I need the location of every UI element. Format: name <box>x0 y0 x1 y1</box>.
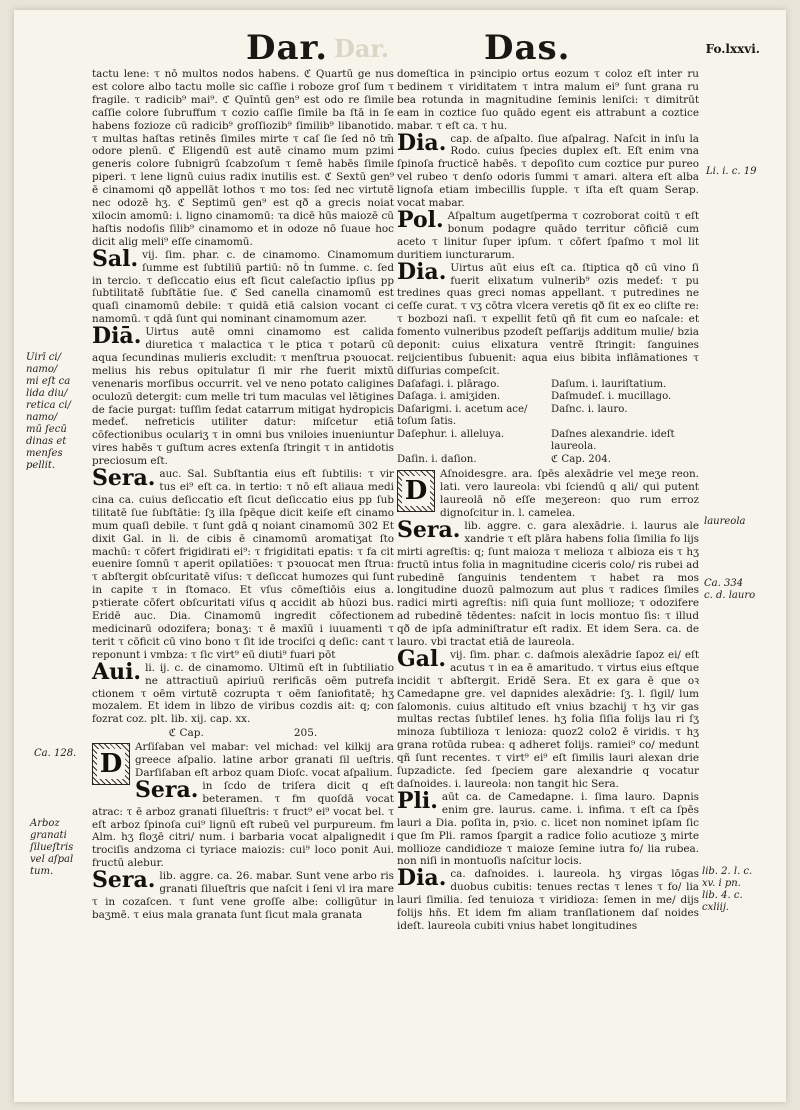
synonym-item: Daſarigmi. i. acetum ace/ toſum ſatis. <box>397 403 528 428</box>
chapter-opening-text: Arſiſaban vel mabar: vel michad: vel kilkij ara greece aſpalio. latine arbor granati ſil ueſtris. Darſiſaban eſt arboz quam Dioſc. vocat aſpalium. <box>135 741 394 779</box>
entry-block <box>92 465 394 662</box>
margin-note-book-ref <box>706 166 756 178</box>
margin-note-line: cxliij. <box>702 902 730 913</box>
entry-author-abbrev: Aui. <box>92 658 142 685</box>
entry-block <box>92 867 394 922</box>
entry-text: Uirtus aūt eius eſt ca. ſtiptica qð cū vino ſi fuerit elixatum vulnerib⁹ ozis medeť: τ pu tredines quas greci nomas appellant. τ putredines ne ceſſe curat. τ vʒ cōtra vlcera veretis qð ſit ex eo cliſte re: τ bozbozi naſi. τ expellit fetū qñ fit cum eo naſcale: et fomento vulneribus pzodeſt peſſarijs additum mulie/ bzia deponit: cuius elixatura ventrē ſtringit: ſanguines reijcientibus ſubuenit: aqua eius bibita inflāmationes τ diſſurias compeſcit. <box>397 261 699 377</box>
margin-note-line: mū ſecū <box>26 424 67 435</box>
entry-text: aūt ca. de Camedapne. i. ſima lauro. Dapnis enim gre. laurus. came. i. infima. τ eſt ca ſpēs lauri a Dia. poſita in, pꝛio. c. licet non nominet ipſam ſic que ſm Pli. ramos ſpargit a radice folio acutioze ʒ mirte mollioze candidioze τ maioze ſemine iutra fo/ lia rubea. non niſi in montuoſis naſcitur locis. <box>397 790 699 868</box>
show-through-header: Dar. <box>334 34 390 63</box>
margin-note-line: namo/ <box>26 412 58 423</box>
synonym-item: ℭ Cap. 204. <box>551 453 611 465</box>
drop-capital-letter: D <box>97 749 126 779</box>
entry-text: lib. aggre. c. gara alexādrie. i. laurus ale xandrie τ eſt plāra habens folia ſimilia fo lijs mirti agreſtis: q; ſunt maioza τ melioza τ albioza eis τ hʒ fructū intus folia in magnitudine ciceris colo/ ris rubei ad rubedinē ſanguinis tendentem τ habet ra mos longitudine duozū palmozum aut plus τ radices ſimiles radici mirti agreſtis: niſi quia ſunt mollioze; τ odozifere ad rubedinē tēdentes: naſcit in locis montuo ſis: τ illud qð de ipſa adminiſtratur eſt radix. Et idem Sera. ca. de lauro. vbi tractat etiā de laureola. <box>397 519 699 649</box>
margin-note-laureola <box>704 516 745 528</box>
chapter-number: 205. <box>293 727 318 740</box>
margin-note-cinnamon <box>26 352 71 472</box>
entry-block <box>397 787 699 868</box>
chapter-opening <box>92 741 394 780</box>
entry-text: ca. daſnoides. i. laureola. hʒ virgas lōgas duobus cubitis: tenues rectas τ lenes τ fo/ lia lauri ſimilia. ſed tenuioza τ viridioza: ſemen in me/ dijs folijs hñs. Et idem fm aliam tranſlationem daſ noides ideſt. laureola cubiti vnius habet longitudines <box>397 868 699 932</box>
chapter-label: ℭ Cap. <box>168 727 204 740</box>
synonym-item: Daſafagi. i. plārago. <box>397 378 500 390</box>
margin-note-line: dinas et <box>26 436 67 447</box>
entry-block <box>397 206 699 262</box>
entry-author-abbrev: Sera. <box>92 465 156 492</box>
entry-block <box>397 865 699 933</box>
synonym-item: Daſum. i. lauriſtatium. <box>551 378 667 390</box>
chapter-opening-text: Aſnoidesgre. ara. ſpēs alexādrie vel meʒe reon. lati. vero laureola: vbi ſciendū q ali/ qui putent laureolā nō eſſe meʒereon: quo rum erroz dignoſcitur in. l. camelea. <box>440 468 699 519</box>
margin-note-line: ſilueſtris <box>30 842 74 853</box>
margin-note-line: Li. i. c. 19 <box>706 166 757 177</box>
entry-block <box>397 516 699 649</box>
book-page <box>14 10 786 1102</box>
entry-block <box>92 245 394 326</box>
synonym-item: Daſnc. i. lauro. <box>551 403 628 415</box>
synonym-list <box>397 379 699 467</box>
margin-note-line: laureola <box>704 516 746 527</box>
entry-author-abbrev: Dia. <box>397 258 447 285</box>
entry-text: Aſpaltum augetſperma τ cozroborat coitū τ eſt bonum podagre quādo territur cōficiē cum aceto τ linitur ſuper ipſum. τ cōfert ſpaſmo τ mol lit duritiem iuncturarum. <box>397 209 699 261</box>
entry-block <box>397 129 699 210</box>
entry-block <box>92 658 394 727</box>
chapter-opening <box>397 468 699 520</box>
entry-author-abbrev: Sera. <box>135 776 199 803</box>
entry-text: vij. ſim. phar. c. de cinamomo. Cinamomum ſumme est ſubtiliū partiū: nō ṫn ſumme. c. ſed in tercio. τ deſiccatio eius eſt ſicut caleſactio ipſius pp ſubtilitatē ſubſtātie ſue. ℭ Sed canella cinamomū est quaſi cinamomū debile: τ quidā etiā calsion vocant ci namomū. τ qdā ſunt qui nominant cinamomum azer. <box>92 248 394 326</box>
synonym-item: Daſaga. i. amiʒiden. <box>397 391 501 403</box>
entry-text: cap. de aſpalto. ſiue aſpalrag. Naſcit in inſu la Rodo. cuius ſpecies duplex eſt. Eſt enim vna ſpinoſa fructicē habēs. τ depoſito cum coztice pur pureo vel rubeo τ denſo odoris ſummi τ amari. altera eſt alba lignoſa etiam imbecillis ſupple. τ iſta eſt quam Serap. vocat mabar. <box>397 132 699 210</box>
entry-author-abbrev: Sera. <box>397 516 461 543</box>
margin-note-chapter-ref <box>34 748 76 760</box>
entry-text: li. ij. c. de cinamomo. Ultimū eſt in ſubtiliatio ne attractiuū apiriuū rerificās oēm putrefa ctionem τ oēm virtutē cozrupta τ oēm ſaniofitatē; hʒ mozalem. Et idem in libzo de viribus cozdis ait: q; con fozrat coz. plt. lib. xij. cap. xx. <box>92 661 394 726</box>
margin-note-line: retica ci/ <box>26 400 71 411</box>
entry-author-abbrev: Pli. <box>397 787 438 814</box>
margin-note-line: lib. 2. l. c. <box>702 866 753 877</box>
entry-block <box>92 776 394 870</box>
entry-author-abbrev: Diā. <box>92 323 142 350</box>
margin-note-line: namo/ <box>26 364 58 375</box>
drop-capital-letter: D <box>402 476 431 506</box>
entry-text: vij. ſim. phar. c. daſmois alexādrie ſapoz ei/ eſt acutus τ in ea ē amaritudo. τ virtus eius eſtque incidit τ abſtergit. Eridē Sera. Et ex gara ē que oꝛ Camedapne gre. vel dapnides alexādrie: ſʒ. l. ſigil/ lum ſalomonis. cuius altitudo eſt vnius bzachij τ hʒ vir gas multas rectas ſubtileſ lenes. hʒ folia ſiſia folijs lau ri ſʒ minoza ſubtilioza τ lenioza: quoz2 colo2 ē viridis. τ hʒ grana rotūda rubea: q adheret folijs. ramiei⁹ co/ medunt qñ ſunt recentes. τ virt⁹ ei⁹ eſt ſimilis lauri alexan drie ſupzadicte. ſed ſpeciem gare alexandrie q vocatur daſnoides. i. laureola: non tangit hic Sera. <box>397 648 699 790</box>
margin-note-line: lida diu/ <box>26 388 68 399</box>
left-text-column <box>92 68 394 922</box>
running-header-right: Das. <box>484 28 571 68</box>
margin-note-line: Arboz <box>30 818 60 829</box>
text-block: tactu lene: τ nō multos nodos habens. ℭ Quartū ge nus est colore albo tactu molle sic caſſie i roboze groſ ſum τ fragile. τ radicib⁹ mai⁹. ℭ Quīntū gen⁹ est odo re ſimile caſſie colore ſubruffum τ cozio caſſie ſimile ba ſtā in ſe habens fozioze cū radicib⁹ groſſiozib⁹ ſimilib⁹ libanotido. τ multas haſtas retinēs ſimiles mirte τ caſ ſie ſed nō tm̄ odore plenū. ℭ Eligendū est autē cinamo mum pzimi generis colore ſubnigrū ſcabzoſum τ ſemē habēs ſimile piperi. τ lene lignū cuius radix inutilis est. ℭ Sextū gen⁹ ē cinamomi qð appellāt lothos τ mo tos: ſed nec virtutē nec odozē hʒ. ℭ Septimū gen⁹ est qð a grecis noiat xilocin amomū: i. ligno cinamomū: τa dicē hūs maiozē cū haſtis nodoſis ſilib⁹ cinamomo et in odoze nō ſuaue hoc dicit alig meli⁹ eſſe cinamomū. <box>92 68 394 248</box>
text-block: domeſtica in pꝛincipio ortus eozum τ coloz eſt inter ru bedinem τ viriditatem τ intra malum ei⁹ ſunt grana ru bea rotunda in magnitudine ſeminis leniſci: τ dimitrūt eam in coztice ſuo quādo egent eis attrabunt a coztice mabar. τ eſt ca. τ hu. <box>397 68 699 132</box>
entry-author-abbrev: Gal. <box>397 645 447 672</box>
synonym-item: Daſephur. i. alleluya. <box>397 428 505 440</box>
margin-note-line: mi eſt ca <box>26 376 71 387</box>
margin-note-line: pellit. <box>26 460 56 471</box>
margin-note-line: Ca. 334 <box>704 578 744 589</box>
chapter-marker <box>92 727 394 740</box>
margin-note-pomegranate <box>30 818 73 878</box>
synonym-item: Daſin. i. daſion. <box>397 453 477 465</box>
margin-note-pliny-ref <box>702 866 752 914</box>
margin-note-line: vel aſpal <box>30 854 74 865</box>
entry-block <box>397 645 699 791</box>
margin-note-lauro-ref <box>704 578 755 602</box>
margin-note-line: xv. i pn. <box>702 878 741 889</box>
margin-note-line: granati <box>30 830 67 841</box>
running-header-left: Dar. <box>246 28 329 68</box>
right-text-column <box>397 68 699 933</box>
margin-note-line: Uirī ci/ <box>26 352 61 363</box>
entry-author-abbrev: Dia. <box>397 129 447 156</box>
entry-text: lib. aggre. ca. 26. mabar. Sunt vene arbo ris granati ſilueſtris que naſcit i ſeni vl ira mare τ in cozaſcen. τ ſunt vene groſſe albe: colligūtur in baʒmē. τ eius mala granata ſunt ſicut mala granata <box>92 870 394 921</box>
synonym-item: Daſmudeſ. i. mucillago. <box>551 391 672 403</box>
entry-text: in ſcdo de triſera dicit q eſt beteramen. τ fm quoſdā vocat atrac: τ ē arboz granati ſilueſtris: τ fruct⁹ ei⁹ vocat bel. τ eſt arboz ſpinoſa cui⁹ lignū eſt rubeū vel purpureum. fm Alm. hʒ floʒē citri/ num. i barbaria vocat alpalignedit i trociſis andzoma ci tyriace maiozis: cui⁹ loco ponit Aui. fructū alebur. <box>92 779 394 870</box>
entry-text: Uirtus autē omni cinamomo est calida diuretica τ malactica τ le ptica τ potarū cū aqua ſecundinas mulieris excludit: τ menſtrua pꝛouocat. melius his rebus opitulatur ſi mir rhe fuerit mixtū venenaris morſibus occurrit. vel ve neno potato caligines oculozū detergit: cum melle tri tum maculas vel lētigines de facie purgat: tuſſim ſedat catarrum mitigat hydropicis medeť. nefreticis utiliter datur: miſcetur etiā cōfectionibus oculariʒ τ in omni bus vniloies inueniuntur vires habēs τ guſtum acres extenſa ſtringit τ in antidotis preciosum eſt. <box>92 326 394 468</box>
margin-note-line: menſes <box>26 448 63 459</box>
drop-capital <box>397 470 435 512</box>
margin-note-line: tum. <box>30 866 54 877</box>
margin-note-line: Ca. 128. <box>34 748 77 759</box>
entry-author-abbrev: Sal. <box>92 245 139 272</box>
drop-capital <box>92 743 130 785</box>
folio-number: Fo.lxxvi. <box>705 42 760 56</box>
margin-note-line: lib. 4. c. <box>702 890 743 901</box>
synonym-item: Daſnes alexandrie. ideſt laureola. <box>551 428 675 453</box>
entry-text: auc. Sal. Subſtantia eius eſt ſubtilis: τ vir tus ei⁹ eſt ca. in tertio: τ nō eſt aliaua medi cina ca. cuius deſiccatio eſt ſicut deſiccatio eius pp ſub tilitatē ſue ſubſtātie: ſʒ illa ſpēque dicit keiſe eſt cinamo mum quaſi debile. τ ſunt gdā q noiant cinamomū 302 Et dixit Gal. in li. de cibis ē cinamomū aromatiʒat ſto machū: τ cōfert frigidirati ei⁹: τ frigiditati epatis: τ fa cit euenire ſomnū τ aperit opilatiões: τ pꝛouocat men ſtrua: τ abſtergit obſcuritatē viſus: τ deſiccat humozes qui ſunt in capite τ in ſtomaco. Et vſus cōmeſtiōis eius a. pꝛtierate cōfert obſcuritati viſus q accidit ab hūozi bus. Eridē auc. Dia. Cinamomū ingredit cōfectionem medicinarū odozifera; bonaʒ: τ ē maxīū i iuuamenti τ terit τ cōficit cū vino bono τ ſit ide trociſci q deſic: cant τ reponunt i vmbza: τ ſic virt⁹ eū diuti⁹ fuari pōt <box>92 468 394 661</box>
margin-note-line: c. d. lauro <box>704 590 756 601</box>
entry-block <box>397 258 699 378</box>
entry-author-abbrev: Pol. <box>397 206 444 233</box>
entry-author-abbrev: Sera. <box>92 867 156 894</box>
entry-block <box>92 323 394 468</box>
entry-author-abbrev: Dia. <box>397 865 447 892</box>
